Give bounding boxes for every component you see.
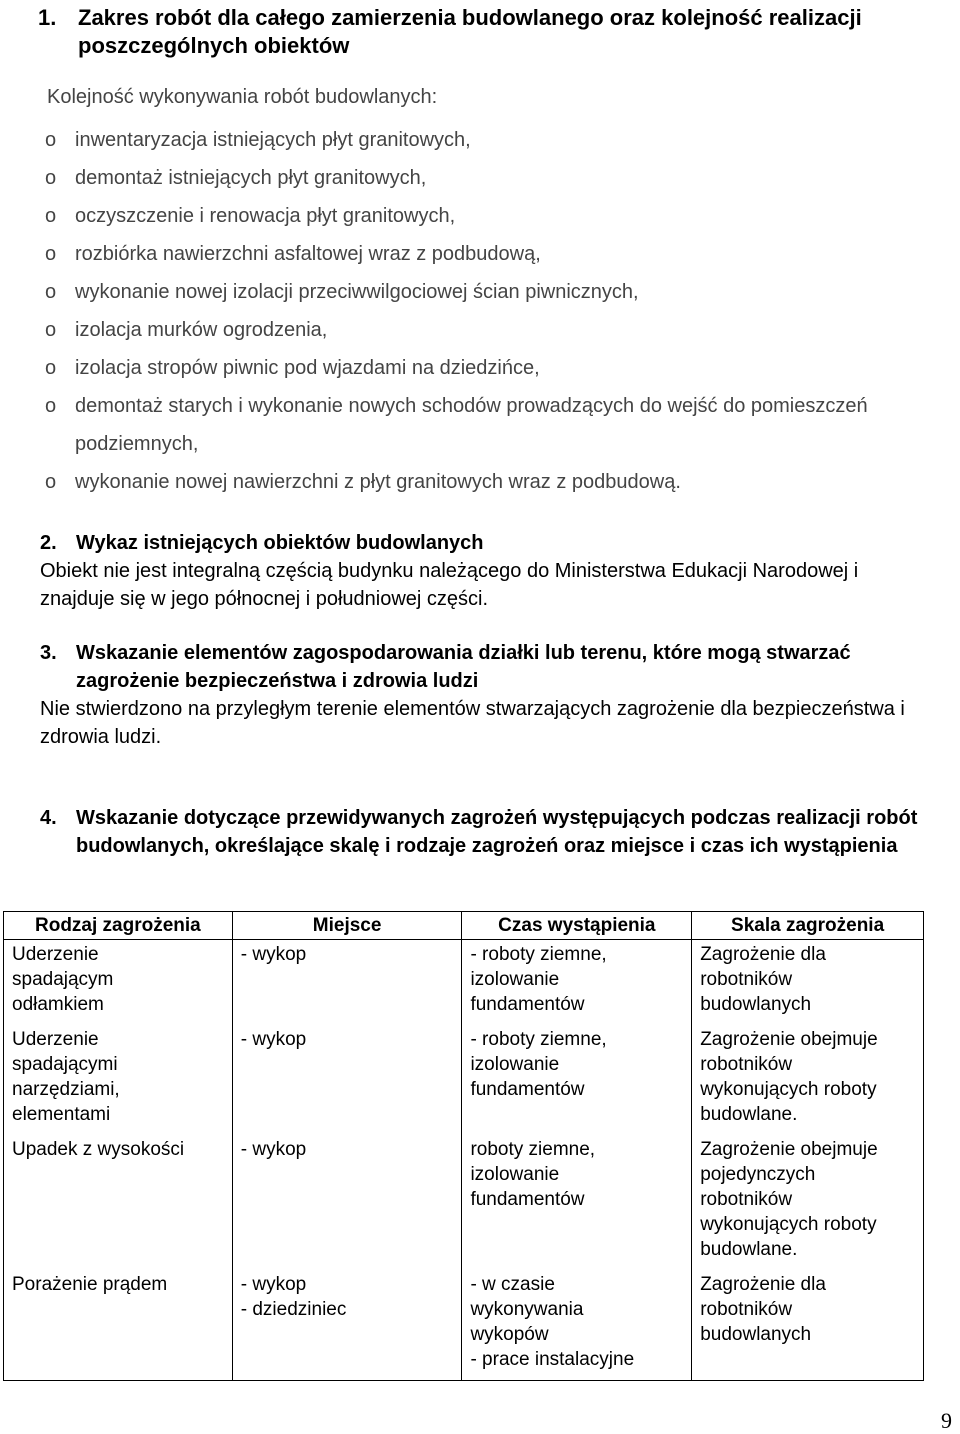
hazard-scale-cell (692, 1025, 924, 1135)
occurrence-time-cell (462, 1270, 692, 1381)
bullet-marker: o (45, 281, 57, 303)
cell-line: budowlanych (700, 1324, 812, 1345)
cell-line: Zagrożenie obejmuje (700, 1139, 878, 1160)
cell-line: Uderzenie (12, 944, 99, 965)
cell-line: Upadek z wysokości (12, 1139, 185, 1160)
cell-line: spadającym (12, 969, 114, 990)
bullet-marker: o (45, 471, 57, 493)
section-4-number: 4. (40, 807, 57, 829)
cell-line: robotników (700, 1054, 793, 1075)
bullet-marker: o (45, 167, 57, 189)
cell-line: fundamentów (470, 1189, 585, 1210)
section-1-heading (38, 4, 918, 60)
cell-line: Zagrożenie obejmuje (700, 1029, 878, 1050)
hazard-type-cell (4, 1135, 233, 1270)
bullet-marker: o (45, 243, 57, 265)
location-cell (232, 1025, 462, 1135)
section-1-title: Zakres robót dla całego zamierzenia budowlanego oraz kolejność realizacji poszczególnych obiektów (78, 5, 862, 58)
list-item (45, 311, 925, 349)
cell-line: izolowanie (470, 969, 560, 990)
bullet-marker: o (45, 129, 57, 151)
occurrence-time-cell (462, 1025, 692, 1135)
hazard-scale-cell (692, 1270, 924, 1381)
section-3-body: Nie stwierdzono na przyległym terenie elementów stwarzających zagrożenie dla bezpieczeństwa i zdrowia ludzi. (40, 698, 905, 748)
cell-line: - wykop (240, 1029, 307, 1050)
cell-line: - roboty ziemne, (470, 1029, 607, 1050)
cell-line: Uderzenie (12, 1029, 99, 1050)
works-order-list (45, 121, 925, 501)
cell-line: budowlane. (700, 1104, 798, 1125)
works-order-intro: Kolejność wykonywania robót budowlanych: (47, 86, 438, 108)
list-item-text: izolacja murków ogrodzenia, (75, 319, 328, 341)
list-item-text: demontaż starych i wykonanie nowych schodów prowadzących do wejść do pomieszczeń podziemnych, (75, 395, 868, 455)
list-item (45, 273, 925, 311)
cell-line: budowlane. (700, 1239, 798, 1260)
cell-line: spadającymi (12, 1054, 118, 1075)
bullet-marker: o (45, 395, 57, 417)
list-item-text: wykonanie nowej izolacji przeciwwilgociowej ścian piwnicznych, (75, 281, 639, 303)
list-item-text: izolacja stropów piwnic pod wjazdami na dziedzińce, (75, 357, 540, 379)
list-item-text: wykonanie nowej nawierzchni z płyt granitowych wraz z podbudową. (75, 471, 681, 493)
section-4 (40, 804, 920, 860)
cell-line: pojedynczych (700, 1164, 816, 1185)
cell-line: Zagrożenie dla (700, 1274, 826, 1295)
section-2-heading (40, 529, 920, 557)
cell-line: wykonywania (470, 1299, 584, 1320)
section-2-title: Wykaz istniejących obiektów budowlanych (76, 532, 484, 554)
section-2 (40, 529, 920, 613)
hazard-scale-cell (692, 1135, 924, 1270)
list-item (45, 197, 925, 235)
location-cell (232, 940, 462, 1026)
cell-line: Zagrożenie dla (700, 944, 826, 965)
cell-line: - prace instalacyjne (470, 1349, 635, 1370)
location-cell (232, 1270, 462, 1381)
table-row (4, 1270, 924, 1381)
section-2-body: Obiekt nie jest integralną częścią budynku należącego do Ministerstwa Edukacji Narodowej i znajduje się w jego północnej i południowej części. (40, 560, 859, 610)
table-row (4, 940, 924, 1026)
section-2-number: 2. (40, 532, 57, 554)
list-item-text: oczyszczenie i renowacja płyt granitowych, (75, 205, 456, 227)
cell-line: - wykop (240, 1274, 307, 1295)
list-item (45, 159, 925, 197)
table-row (4, 1135, 924, 1270)
cell-line: - dziedziniec (240, 1299, 347, 1320)
cell-line: robotników (700, 1189, 793, 1210)
section-3-title: Wskazanie elementów zagospodarowania działki lub terenu, które mogą stwarzać zagrożenie bezpieczeństwa i zdrowia ludzi (76, 642, 851, 692)
hazard-type-cell (4, 940, 233, 1026)
list-item (45, 349, 925, 387)
section-3 (40, 639, 920, 751)
cell-line: fundamentów (470, 1079, 585, 1100)
cell-line: - wykop (240, 944, 307, 965)
bullet-marker: o (45, 357, 57, 379)
hazard-scale-cell (692, 940, 924, 1026)
list-item (45, 121, 925, 159)
section-3-heading (40, 639, 920, 695)
occurrence-time-cell (462, 1135, 692, 1270)
location-cell (232, 1135, 462, 1270)
bullet-marker: o (45, 205, 57, 227)
cell-line: izolowanie (470, 1164, 560, 1185)
occurrence-time-cell (462, 940, 692, 1026)
hazards-table (3, 911, 924, 1381)
cell-line: robotników (700, 1299, 793, 1320)
cell-line: roboty ziemne, (470, 1139, 596, 1160)
header-occurrence-time: Czas wystąpienia (462, 912, 692, 940)
cell-line: budowlanych (700, 994, 812, 1015)
section-4-title: Wskazanie dotyczące przewidywanych zagrożeń występujących podczas realizacji robót budowlanych, określające skalę i rodzaje zagrożeń oraz miejsce i czas ich wystąpienia (76, 807, 918, 857)
cell-line: narzędziami, (12, 1079, 120, 1100)
header-hazard-type: Rodzaj zagrożenia (4, 912, 233, 940)
cell-line: wykopów (470, 1324, 549, 1345)
list-item-text: demontaż istniejących płyt granitowych, (75, 167, 427, 189)
section-3-number: 3. (40, 642, 57, 664)
section-4-heading (40, 804, 920, 860)
header-hazard-scale: Skala zagrożenia (692, 912, 924, 940)
cell-line: - wykop (240, 1139, 307, 1160)
table-row (4, 1025, 924, 1135)
hazard-type-cell (4, 1270, 233, 1381)
hazard-type-cell (4, 1025, 233, 1135)
cell-line: robotników (700, 969, 793, 990)
bullet-marker: o (45, 319, 57, 341)
cell-line: - w czasie (470, 1274, 555, 1295)
list-item-text: inwentaryzacja istniejących płyt granitowych, (75, 129, 471, 151)
cell-line: izolowanie (470, 1054, 560, 1075)
page-number: 9 (941, 1408, 952, 1433)
cell-line: odłamkiem (12, 994, 104, 1015)
list-item (45, 235, 925, 273)
cell-line: Porażenie prądem (12, 1274, 168, 1295)
header-location: Miejsce (232, 912, 462, 940)
cell-line: elementami (12, 1104, 111, 1125)
list-item-text: rozbiórka nawierzchni asfaltowej wraz z podbudową, (75, 243, 541, 265)
cell-line: fundamentów (470, 994, 585, 1015)
list-item (45, 387, 925, 463)
cell-line: wykonujących roboty (700, 1079, 877, 1100)
cell-line: - roboty ziemne, (470, 944, 607, 965)
cell-line: wykonujących roboty (700, 1214, 877, 1235)
section-1-number: 1. (38, 5, 57, 30)
table-header-row (4, 912, 924, 940)
list-item (45, 463, 925, 501)
